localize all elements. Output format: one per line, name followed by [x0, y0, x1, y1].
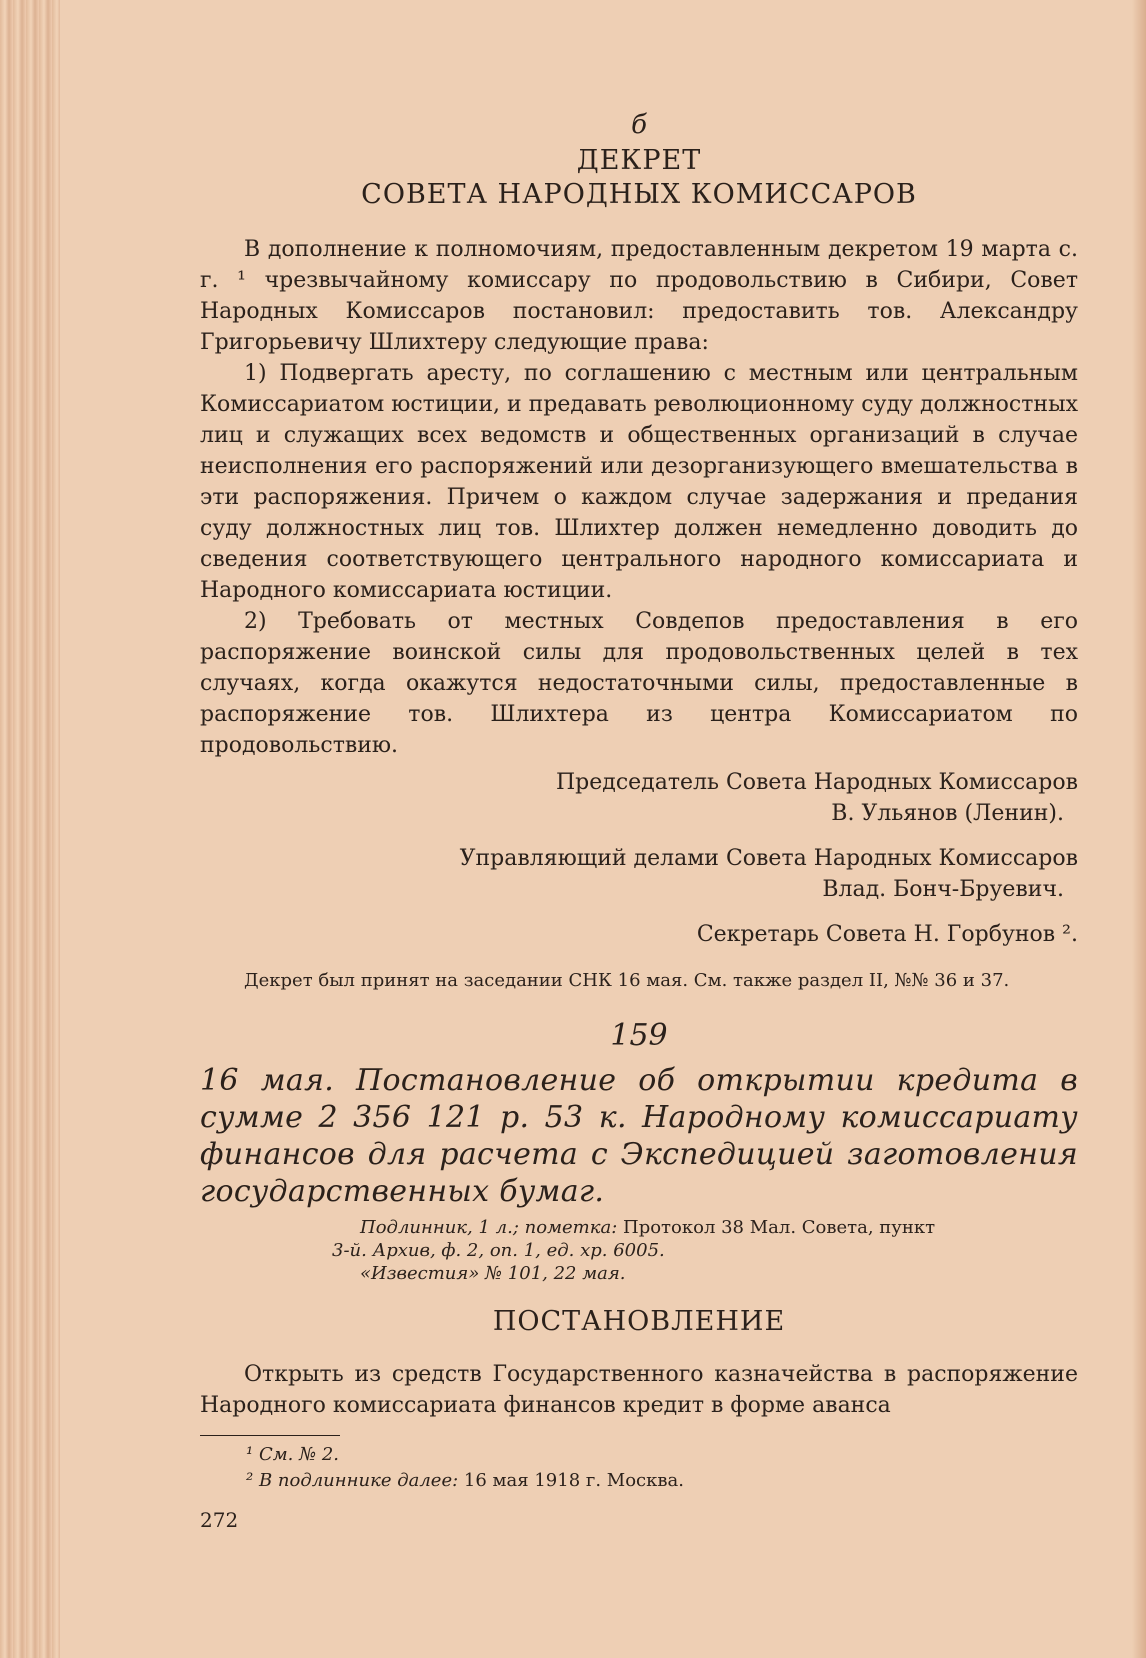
- book-page-edges: [0, 0, 60, 1658]
- resolution-title: ПОСТАНОВЛЕНИЕ: [492, 1306, 786, 1337]
- resolution-paragraph: Открыть из средств Государственного казначейства в распоряжение Народного комиссариата финансов кредит в форме аванса: [200, 1362, 1078, 1418]
- decree-paragraph: 1) Подвергать аресту, по соглашению с местным или центральным Комиссариатом юстиции, и предавать революционному суду должностных лиц и служащих всех ведомств и общественных организаций в случае неисполнения его распоряжений или дезорганизующего вмешательства в эти распоряжения. Причем о каждом случае задержания и предания суду должностных лиц тов. Шлихтер должен немедленно доводить до сведения соответствующего центрального народного комиссариата и Народного комиссариата юстиции.: [200, 361, 1078, 603]
- source-archive: 3-й. Архив, ф. 2, оп. 1, ед. хр. 6005.: [332, 1240, 665, 1261]
- signature-block: [200, 767, 1078, 950]
- footnote-1: ¹ См. № 2.: [246, 1444, 340, 1465]
- book-spine-shadow: [1132, 0, 1146, 1658]
- signature-role: Секретарь Совета Н. Горбунов ².: [696, 922, 1078, 947]
- page-number: 272: [200, 1508, 239, 1532]
- signature-name: Влад. Бонч-Бруевич.: [822, 877, 1064, 902]
- source-line: [360, 1216, 1078, 1239]
- document-number: 159: [610, 1018, 668, 1053]
- source-label: Подлинник, 1 л.; пометка:: [360, 1217, 618, 1238]
- footnote-text: 16 мая 1918 г. Москва.: [463, 1470, 684, 1491]
- decree-title: ДЕКРЕТ: [576, 145, 702, 176]
- source-reference: [200, 1216, 1078, 1285]
- signature-role: Управляющий делами Совета Народных Комиссаров: [459, 846, 1078, 871]
- document-heading: 16 мая. Постановление об открытии кредита в сумме 2 356 121 р. 53 к. Народному комиссариату финансов для расчета с Экспедицией заготовления государственных бумаг.: [200, 1063, 1078, 1209]
- source-publication: «Известия» № 101, 22 мая.: [360, 1263, 626, 1284]
- source-protocol: Протокол 38 Мал. Совета, пункт: [623, 1217, 936, 1238]
- decree-note: Декрет был принят на заседании СНК 16 мая. См. также раздел II, №№ 36 и 37.: [244, 970, 1010, 991]
- decree-paragraph: 2) Требовать от местных Совдепов предоставления в его распоряжение воинской силы для продовольственных целей в тех случаях, когда окажутся недостаточными силы, предоставленные в распоряжение тов. Шлихтера из центра Комиссариатом по продовольствию.: [200, 609, 1078, 758]
- page-content: [200, 110, 1078, 1494]
- footnote-divider: [200, 1435, 340, 1436]
- document-letter: б: [631, 110, 647, 140]
- footnote-2: [200, 1468, 1078, 1494]
- decree-paragraph: В дополнение к полномочиям, предоставленным декретом 19 марта с. г. ¹ чрезвычайному комиссару по продовольствию в Сибири, Совет Народных Комиссаров постановил: предоставить тов. Александру Григорьевичу Шлихтеру следующие права:: [200, 237, 1078, 355]
- decree-subtitle: СОВЕТА НАРОДНЫХ КОМИССАРОВ: [361, 179, 917, 210]
- footnote-label: ² В подлиннике далее:: [246, 1470, 459, 1491]
- signature-name: В. Ульянов (Ленин).: [831, 801, 1064, 826]
- signature-role: Председатель Совета Народных Комиссаров: [555, 770, 1078, 795]
